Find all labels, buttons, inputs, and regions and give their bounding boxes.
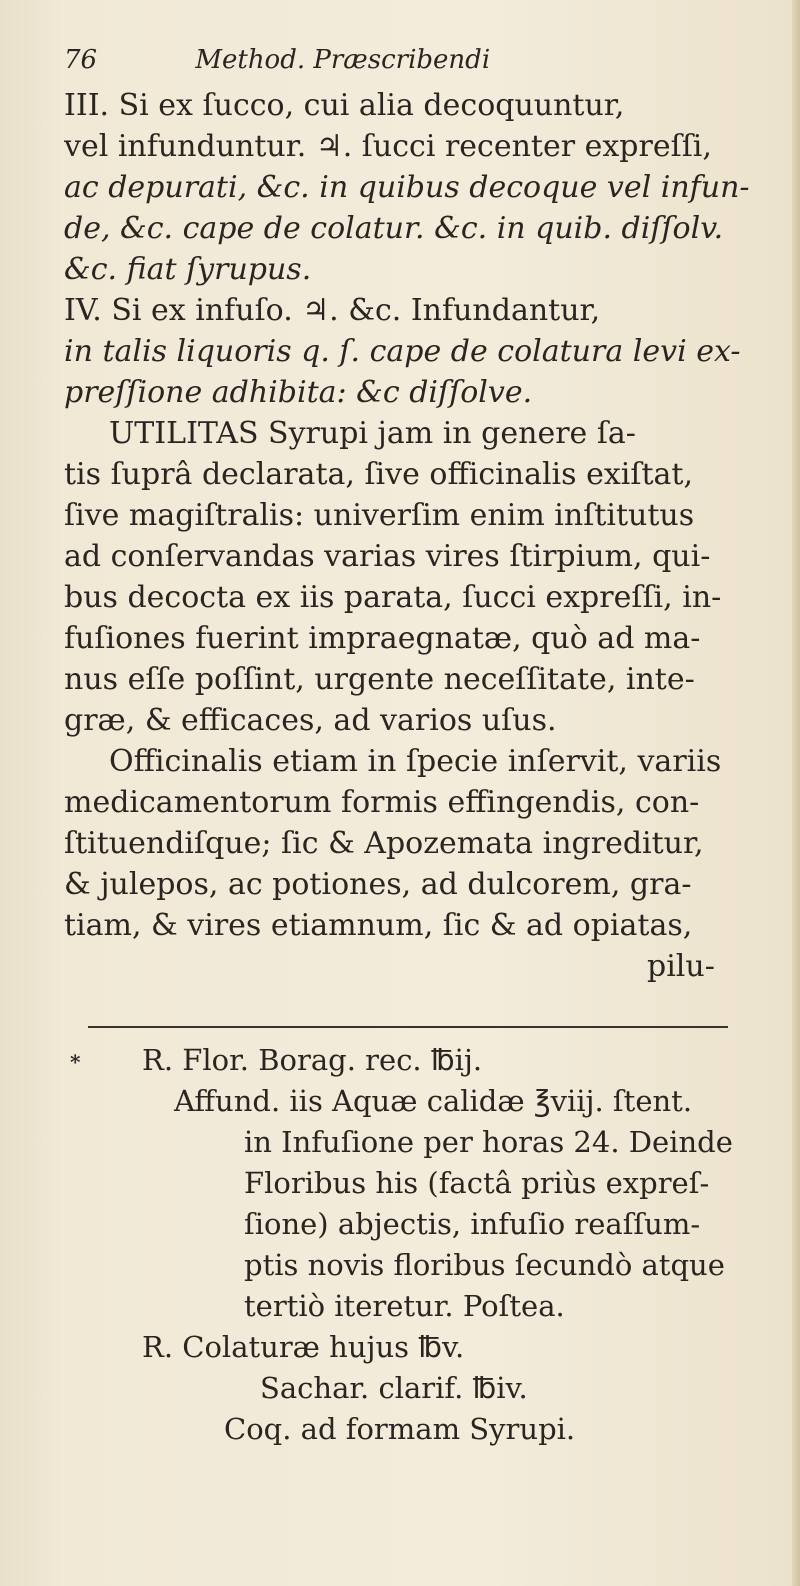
text-line: Officinalis etiam in ſpecie inſervit, variis bbox=[109, 744, 722, 779]
text-line: bus decocta ex iis parata, ſucci expreſſi, in- bbox=[64, 580, 722, 615]
running-header bbox=[64, 40, 764, 80]
recipe-line: Sachar. clarif. ℔iv. bbox=[260, 1371, 528, 1405]
text-line: & julepos, ac potiones, ad dulcorem, gra- bbox=[64, 867, 692, 902]
text-line: de, &c. cape de colatur. &c. in quib. diſſolv. bbox=[64, 211, 724, 246]
text-line: ad conſervandas varias vires ſtirpium, qui- bbox=[64, 539, 711, 574]
text-line: tis ſuprâ declarata, ſive officinalis exiſtat, bbox=[64, 457, 693, 492]
text-line: medicamentorum formis effingendis, con- bbox=[64, 785, 700, 820]
text-line: ac depurati, &c. in quibus decoque vel infun- bbox=[64, 170, 750, 205]
running-title: Method. Præscribendi bbox=[195, 45, 491, 75]
recipe-line: R. Colaturæ hujus ℔v. bbox=[142, 1330, 465, 1364]
text-line: III. Si ex ſucco, cui alia decoquuntur, bbox=[64, 88, 625, 123]
recipe-line: in Infuſione per horas 24. Deinde bbox=[244, 1125, 733, 1159]
text-line: in talis liquoris q. ſ. cape de colatura levi ex- bbox=[64, 334, 741, 369]
text-line: UTILITAS Syrupi jam in genere ſa- bbox=[109, 416, 636, 451]
text-line: preſſione adhibita: &c diſſolve. bbox=[64, 375, 533, 410]
recipe-line: Coq. ad formam Syrupi. bbox=[224, 1412, 576, 1446]
text-line: fuſiones fuerint impraegnatæ, quò ad ma- bbox=[64, 621, 701, 656]
text-line: ſive magiſtralis: univerſim enim inſtitutus bbox=[64, 498, 695, 533]
catchword: pilu- bbox=[647, 949, 715, 984]
footnote-mark: * bbox=[70, 1050, 81, 1074]
recipe-line: ptis novis floribus ſecundò atque bbox=[244, 1248, 725, 1282]
text-line: nus eſſe poſſint, urgente neceſſitate, inte- bbox=[64, 662, 695, 697]
text-line: græ, & efficaces, ad varios uſus. bbox=[64, 703, 557, 738]
text-line: IV. Si ex infuſo. ♃. &c. Infundantur, bbox=[64, 293, 601, 328]
recipe-line: ſione) abjectis, infuſio reaſſum- bbox=[244, 1207, 701, 1241]
text-line: tiam, & vires etiamnum, ſic & ad opiatas, bbox=[64, 908, 693, 943]
recipe-line: R. Flor. Borag. rec. ℔ij. bbox=[142, 1043, 483, 1077]
recipe-line: tertiò iteretur. Poſtea. bbox=[244, 1289, 565, 1323]
recipe-line: Affund. iis Aquæ calidæ ℥viij. ſtent. bbox=[174, 1084, 693, 1118]
recipe-line: Floribus his (factâ priùs expreſ- bbox=[244, 1166, 710, 1200]
footnote-rule bbox=[88, 1026, 728, 1028]
text-line: vel infunduntur. ♃. ſucci recenter expreſſi, bbox=[64, 129, 712, 164]
text-line: &c. fiat ſyrupus. bbox=[64, 252, 312, 287]
page-number: 76 bbox=[64, 45, 98, 75]
text-line: ſtituendiſque; ſic & Apozemata ingreditur, bbox=[64, 826, 704, 861]
